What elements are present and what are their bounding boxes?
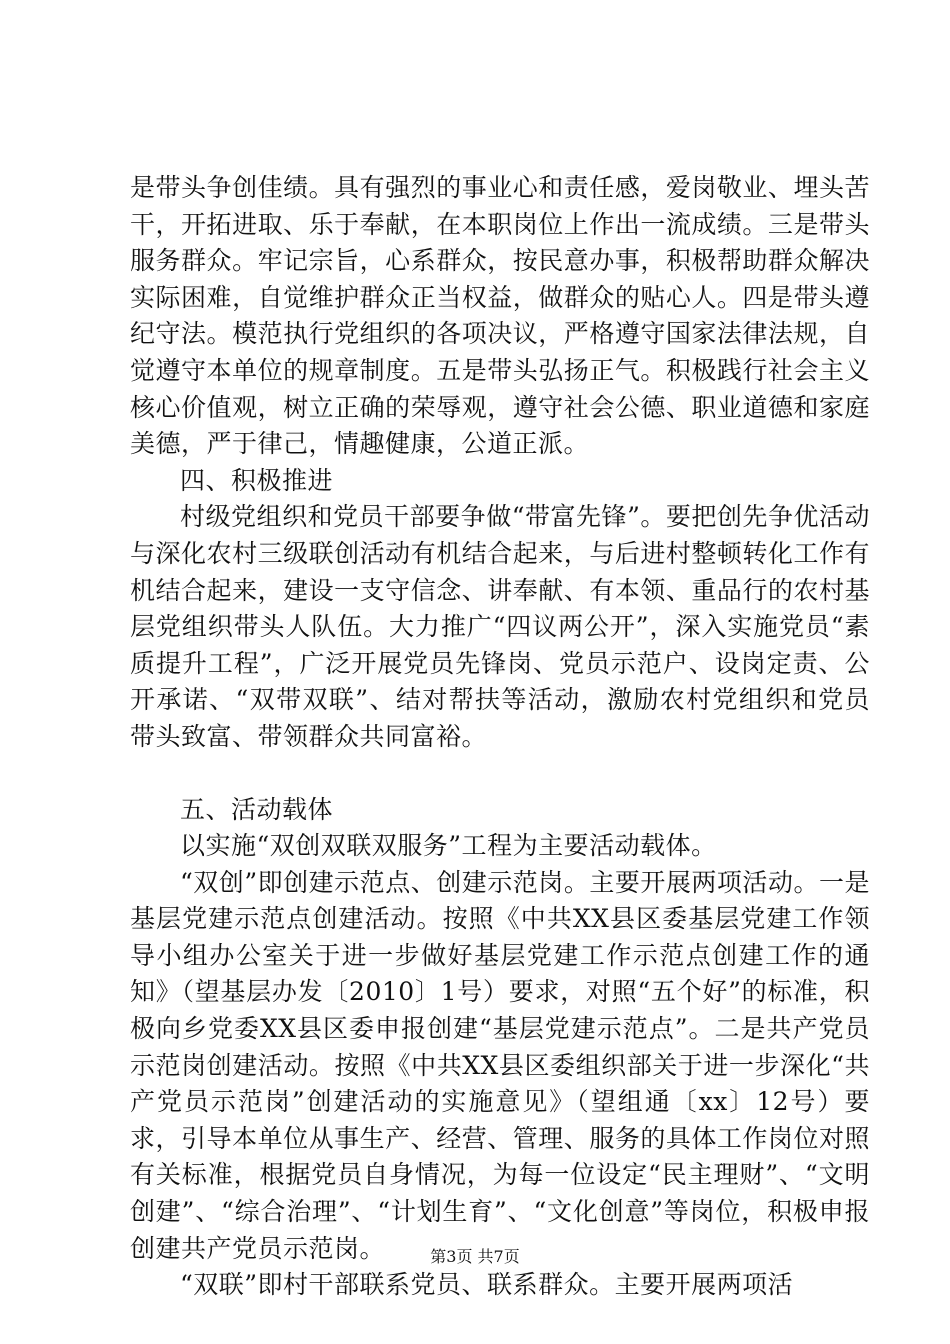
page-number: 第3页 共7页: [430, 1247, 520, 1266]
paragraph-shuangchuang: “双创”即创建示范点、创建示范岗。主要开展两项活动。一是基层党建示范点创建活动。按照《中共XX县区委基层党建工作领导小组办公室关于进一步做好基层党建工作示范点创建工作的通知》（望基层办发〔2010〕1号）要求，对照“五个好”的标准，积极向乡党委XX县区委申报创建“基层党建示范点”。二是共产党员示范岗创建活动。按照《中共XX县区委组织部关于进一步深化“共产党员示范岗”创建活动的实施意见》（望组通〔xx〕12号）要求，引导本单位从事生产、经营、管理、服务的具体工作岗位对照有关标准，根据党员自身情况，为每一位设定“民主理财”、“文明创建”、“综合治理”、“计划生育”、“文化创意”等岗位，积极申报创建共产党员示范岗。: [130, 867, 870, 1263]
section-heading-4: 四、积极推进: [180, 465, 334, 495]
section-heading-5: 五、活动载体: [180, 794, 334, 824]
paragraph-continuation: 是带头争创佳绩。具有强烈的事业心和责任感，爱岗敬业、埋头苦干，开拓进取、乐于奉献，在本职岗位上作出一流成绩。三是带头服务群众。牢记宗旨，心系群众，按民意办事，积极帮助群众解决实际困难，自觉维护群众正当权益，做群众的贴心人。四是带头遵纪守法。模范执行党组织的各项决议，严格遵守国家法律法规，自觉遵守本单位的规章制度。五是带头弘扬正气。积极践行社会主义核心价值观，树立正确的荣辱观，遵守社会公德、职业道德和家庭美德，严于律己，情趣健康，公道正派。: [130, 173, 870, 459]
paragraph-shuanglian: “双联”即村干部联系党员、联系群众。主要开展两项活: [180, 1270, 794, 1300]
paragraph-carrier-intro: 以实施“双创双联双服务”工程为主要活动载体。: [180, 831, 717, 861]
paragraph-section-4: 村级党组织和党员干部要争做“带富先锋”。要把创先争优活动与深化农村三级联创活动有机结合起来，与后进村整顿转化工作有机结合起来，建设一支守信念、讲奉献、有本领、重品行的农村基层党组织带头人队伍。大力推广“四议两公开”，深入实施党员“素质提升工程”，广泛开展党员先锋岗、党员示范户、设岗定责、公开承诺、“双带双联”、结对帮扶等活动，激励农村党组织和党员带头致富、带领群众共同富裕。: [130, 502, 870, 751]
paragraph-spacer: [130, 756, 870, 792]
document-body: [130, 170, 870, 1304]
